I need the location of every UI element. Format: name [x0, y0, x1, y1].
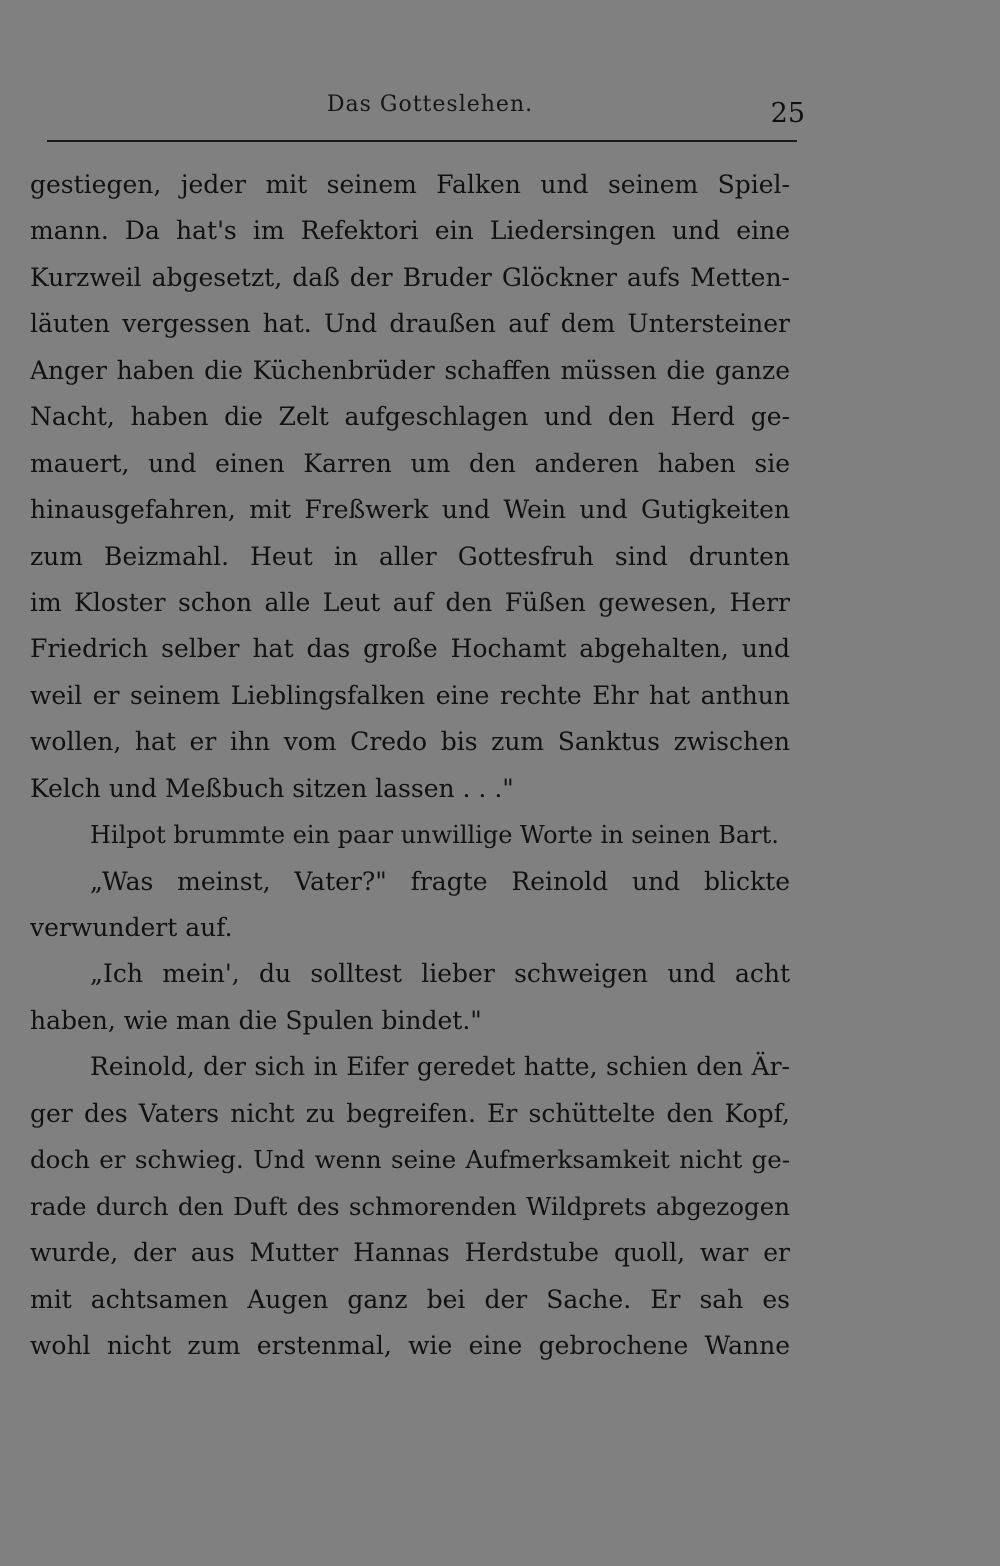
- text-line: verwundert auf.: [30, 913, 233, 942]
- text-line: Friedrich selber hat das große Hochamt abgehalten, und: [30, 634, 790, 664]
- text-line: mann. Da hat's im Refektori ein Liedersingen und eine: [30, 216, 790, 246]
- text-line: rade durch den Duft des schmorenden Wildprets abgezogen: [30, 1191, 790, 1221]
- text-line: wohl nicht zum erstenmal, wie eine gebrochene Wanne: [30, 1330, 790, 1360]
- page-number: 25: [770, 98, 805, 129]
- text-line: mit achtsamen Augen ganz bei der Sache. Er sah es: [30, 1284, 790, 1314]
- text-line: wollen, hat er ihn vom Credo bis zum Sanktus zwischen: [30, 727, 790, 757]
- header-rule: [47, 140, 797, 142]
- text-line: „Ich mein', du solltest lieber schweigen und acht: [90, 959, 790, 989]
- text-line: läuten vergessen hat. Und draußen auf dem Untersteiner: [30, 309, 790, 339]
- text-line: zum Beizmahl. Heut in aller Gottesfruh sind drunten: [30, 541, 790, 571]
- text-line: mauert, und einen Karren um den anderen haben sie: [30, 448, 790, 478]
- text-line: hinausgefahren, mit Freßwerk und Wein und Gutigkeiten: [30, 495, 790, 525]
- text-line: wurde, der aus Mutter Hannas Herdstube quoll, war er: [30, 1238, 790, 1268]
- text-line: Kurzweil abgesetzt, daß der Bruder Glöckner aufs Metten-: [30, 262, 790, 292]
- text-line: haben, wie man die Spulen bindet.": [30, 1005, 482, 1035]
- text-line: „Was meinst, Vater?" fragte Reinold und blickte: [90, 866, 790, 896]
- text-line: weil er seinem Lieblingsfalken eine rechte Ehr hat anthun: [30, 680, 790, 710]
- running-title: Das Gotteslehen.: [326, 92, 534, 117]
- text-line: im Kloster schon alle Leut auf den Füßen gewesen, Herr: [30, 587, 790, 617]
- text-line: Kelch und Meßbuch sitzen lassen . . .": [30, 773, 514, 803]
- text-line: ger des Vaters nicht zu begreifen. Er schüttelte den Kopf,: [30, 1098, 790, 1128]
- text-line: gestiegen, jeder mit seinem Falken und seinem Spiel-: [30, 170, 790, 199]
- text-line: Hilpot brummte ein paar unwillige Worte in seinen Bart.: [90, 821, 779, 850]
- text-line: Nacht, haben die Zelt aufgeschlagen und den Herd ge-: [30, 402, 790, 432]
- text-line: Reinold, der sich in Eifer geredet hatte, schien den Är-: [90, 1052, 790, 1082]
- text-line: Anger haben die Küchenbrüder schaffen müssen die ganze: [30, 355, 790, 385]
- text-line: doch er schwieg. Und wenn seine Aufmerksamkeit nicht ge-: [30, 1145, 790, 1175]
- body-text: [30, 162, 790, 1369]
